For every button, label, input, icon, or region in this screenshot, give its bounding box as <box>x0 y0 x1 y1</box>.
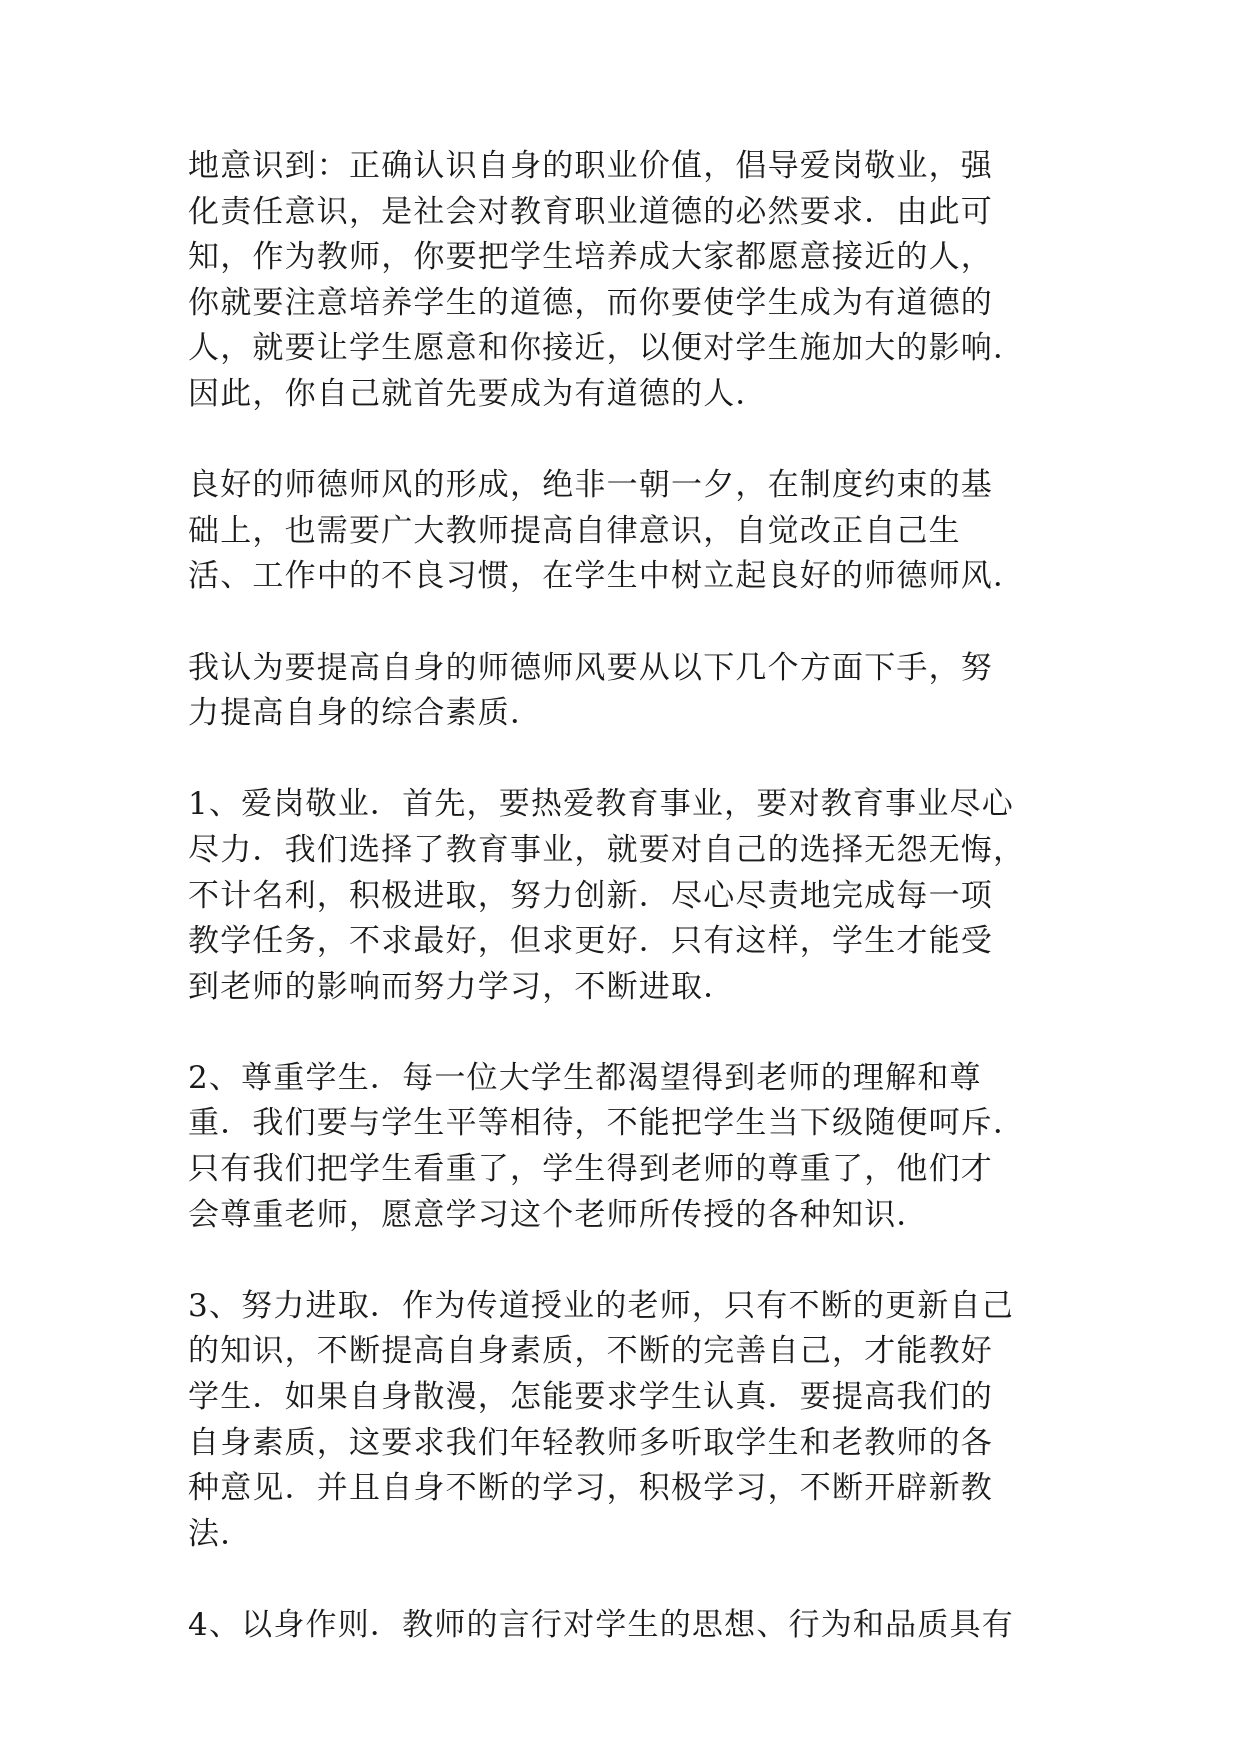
text-line: 的知识，不断提高自身素质，不断的完善自己，才能教好 <box>188 1333 993 1370</box>
text-line: 会尊重老师，愿意学习这个老师所传授的各种知识． <box>188 1196 929 1233</box>
text-line: 因此，你自己就首先要成为有道德的人． <box>188 375 768 412</box>
text-line: 只有我们把学生看重了，学生得到老师的尊重了，他们才 <box>188 1151 993 1188</box>
text-line: 教学任务，不求最好，但求更好．只有这样，学生才能受 <box>188 923 993 960</box>
paragraph <box>188 144 1068 418</box>
text-line: 1、爱岗敬业．首先，要热爱教育事业，要对教育事业尽心 <box>188 786 1014 823</box>
text-line: 2、尊重学生．每一位大学生都渴望得到老师的理解和尊 <box>188 1059 982 1096</box>
text-line: 不计名利，积极进取，努力创新．尽心尽责地完成每一项 <box>188 877 993 914</box>
text-line: 4、以身作则．教师的言行对学生的思想、行为和品质具有 <box>188 1607 1014 1643</box>
paragraph <box>188 782 1068 1010</box>
text-line: 你就要注意培养学生的道德，而你要使学生成为有道德的 <box>188 284 993 321</box>
text-line: 重．我们要与学生平等相待，不能把学生当下级随便呵斥． <box>188 1105 1026 1142</box>
text-line: 知，作为教师，你要把学生培养成大家都愿意接近的人， <box>188 239 993 276</box>
text-line: 地意识到：正确认识自身的职业价值，倡导爱岗敬业，强 <box>188 148 993 184</box>
text-line: 尽力．我们选择了教育事业，就要对自己的选择无怨无悔， <box>188 831 1026 868</box>
text-line: 到老师的影响而努力学习，不断进取． <box>188 968 736 1005</box>
text-line: 法． <box>188 1515 253 1552</box>
paragraph <box>188 463 1068 600</box>
text-line: 种意见．并且自身不断的学习，积极学习，不断开辟新教 <box>188 1470 993 1507</box>
text-line: 础上，也需要广大教师提高自律意识，自觉改正自己生 <box>188 512 961 549</box>
text-line: 人，就要让学生愿意和你接近，以便对学生施加大的影响． <box>188 330 1026 367</box>
paragraph <box>188 1284 1068 1558</box>
text-line: 学生．如果自身散漫，怎能要求学生认真．要提高我们的 <box>188 1379 993 1416</box>
text-line: 良好的师德师风的形成，绝非一朝一夕，在制度约束的基 <box>188 467 993 504</box>
paragraph <box>188 1603 1068 1649</box>
text-line: 化责任意识，是社会对教育职业道德的必然要求．由此可 <box>188 193 993 230</box>
text-line: 3、努力进取．作为传道授业的老师，只有不断的更新自己 <box>188 1287 1014 1324</box>
paragraph <box>188 646 1068 737</box>
text-line: 活、工作中的不良习惯，在学生中树立起良好的师德师风． <box>188 558 1026 595</box>
text-line: 力提高自身的综合素质． <box>188 695 543 732</box>
text-line: 我认为要提高自身的师德师风要从以下几个方面下手，努 <box>188 649 993 686</box>
text-line: 自身素质，这要求我们年轻教师多听取学生和老教师的各 <box>188 1424 993 1461</box>
paragraph <box>188 1056 1068 1238</box>
document-body <box>188 144 1068 1694</box>
